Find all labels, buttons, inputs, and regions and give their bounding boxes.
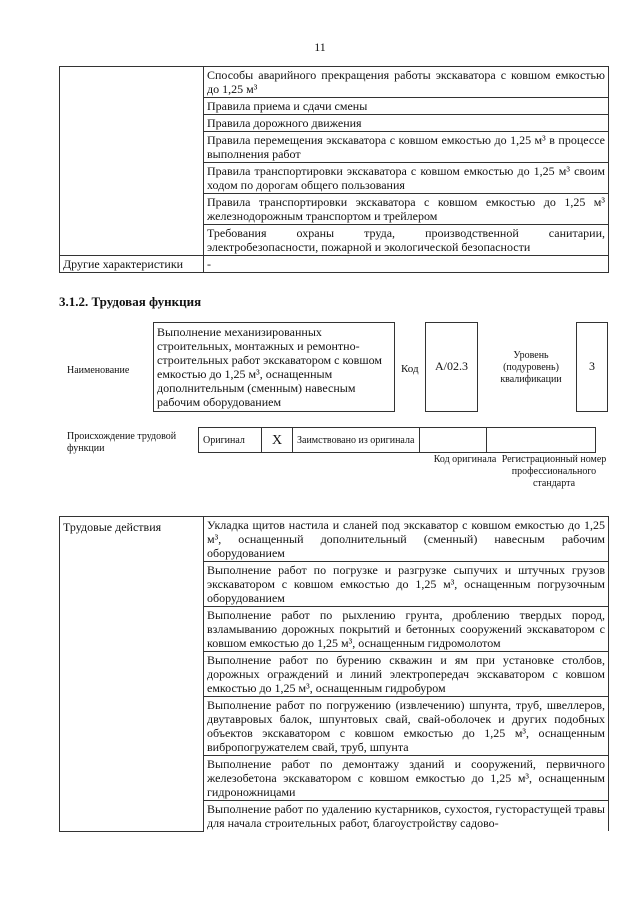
origin-label: Происхождение трудовой функции xyxy=(67,431,177,454)
other-characteristics-value: - xyxy=(204,256,609,273)
original-mark: X xyxy=(262,428,293,453)
borrowed-label: Заимствовано из оригинала xyxy=(293,428,420,453)
qualification-level-label: Уровень (подуровень) квалификации xyxy=(500,350,562,385)
empty-label-cell xyxy=(60,67,204,256)
table-row: Способы аварийного прекращения работы экскаватора с ковшом емкостью до 1,25 м³ xyxy=(204,67,609,98)
code-label: Код xyxy=(401,363,419,375)
other-characteristics-label: Другие характеристики xyxy=(60,256,204,273)
name-label: Наименование xyxy=(67,365,130,376)
table-row: Правила приема и сдачи смены xyxy=(204,98,609,115)
table-row: Правила транспортировки экскаватора с ковшом емкостью до 1,25 м³ железнодорожным транспортом и трейлером xyxy=(204,194,609,225)
labor-actions-label: Трудовые действия xyxy=(60,517,204,832)
table-row: Выполнение работ по рыхлению грунта, дроблению твердых пород, взламыванию дорожных покрытий и бетонных сооружений экскаватором с ковшом емкостью до 1,25 м³, оснащенным гидромолотом xyxy=(204,607,609,652)
table-row: Правила транспортировки экскаватора с ковшом емкостью до 1,25 м³ своим ходом по дорогам общего пользования xyxy=(204,163,609,194)
registration-number-cell xyxy=(487,428,596,453)
table-row: Укладка щитов настила и сланей под экскаватор с ковшом емкостью до 1,25 м³, оснащенный дополнительный (сменный) навесным рабочим оборудованием xyxy=(204,517,609,562)
table-row: Выполнение работ по погрузке и разгрузке сыпучих и штучных грузов экскаватором с ковшом емкостью до 1,25 м³, оснащенным погрузочным оборудованием xyxy=(204,562,609,607)
table-row: Выполнение работ по демонтажу зданий и сооружений, первичного железобетона экскаватором с ковшом емкостью до 1,25 м³, оснащенным гидроножницами xyxy=(204,756,609,801)
labor-actions-table xyxy=(59,516,609,832)
table-row: Правила перемещения экскаватора с ковшом емкостью до 1,25 м³ в процессе выполнения работ xyxy=(204,132,609,163)
registration-number-label: Регистрационный номер профессионального стандарта xyxy=(501,454,607,489)
table-row: Выполнение работ по удалению кустарников, сухостоя, густорастущей травы для начала строительных работ, благоустройству садово- xyxy=(204,801,609,832)
original-label: Оригинал xyxy=(199,428,262,453)
table-row: Выполнение работ по погружению (извлечению) шпунта, труб, швеллеров, двутавровых балок, шпунтовых свай, свай-оболочек и других подобных объектов экскаватором с ковшом емкостью до 1,25 м³, оснащенным вибропогружателем свай, труб, шпунта xyxy=(204,697,609,756)
section-title: 3.1.2. Трудовая функция xyxy=(59,294,202,309)
origin-table xyxy=(198,427,596,453)
code-original-cell xyxy=(420,428,487,453)
table-row: Правила дорожного движения xyxy=(204,115,609,132)
qualification-level-box: 3 xyxy=(576,322,608,412)
knowledge-table-continuation xyxy=(59,66,609,273)
table-row: Выполнение работ по бурению скважин и ям при установке столбов, дорожных ограждений и линий электропередач экскаватором с ковшом емкостью до 1,25 м³, оснащенным гидробуром xyxy=(204,652,609,697)
code-value-box: А/02.3 xyxy=(425,322,478,412)
table-row: Требования охраны труда, производственной санитарии, электробезопасности, пожарной и экологической безопасности xyxy=(204,225,609,256)
function-name-box: Выполнение механизированных строительных, монтажных и ремонтно-строительных работ экскаватором с ковшом емкостью до 1,25 м³, оснащенным дополнительным (сменным) навесным рабочим оборудованием xyxy=(153,322,395,412)
page-number: 11 xyxy=(314,40,326,54)
code-original-label: Код оригинала xyxy=(433,454,497,465)
